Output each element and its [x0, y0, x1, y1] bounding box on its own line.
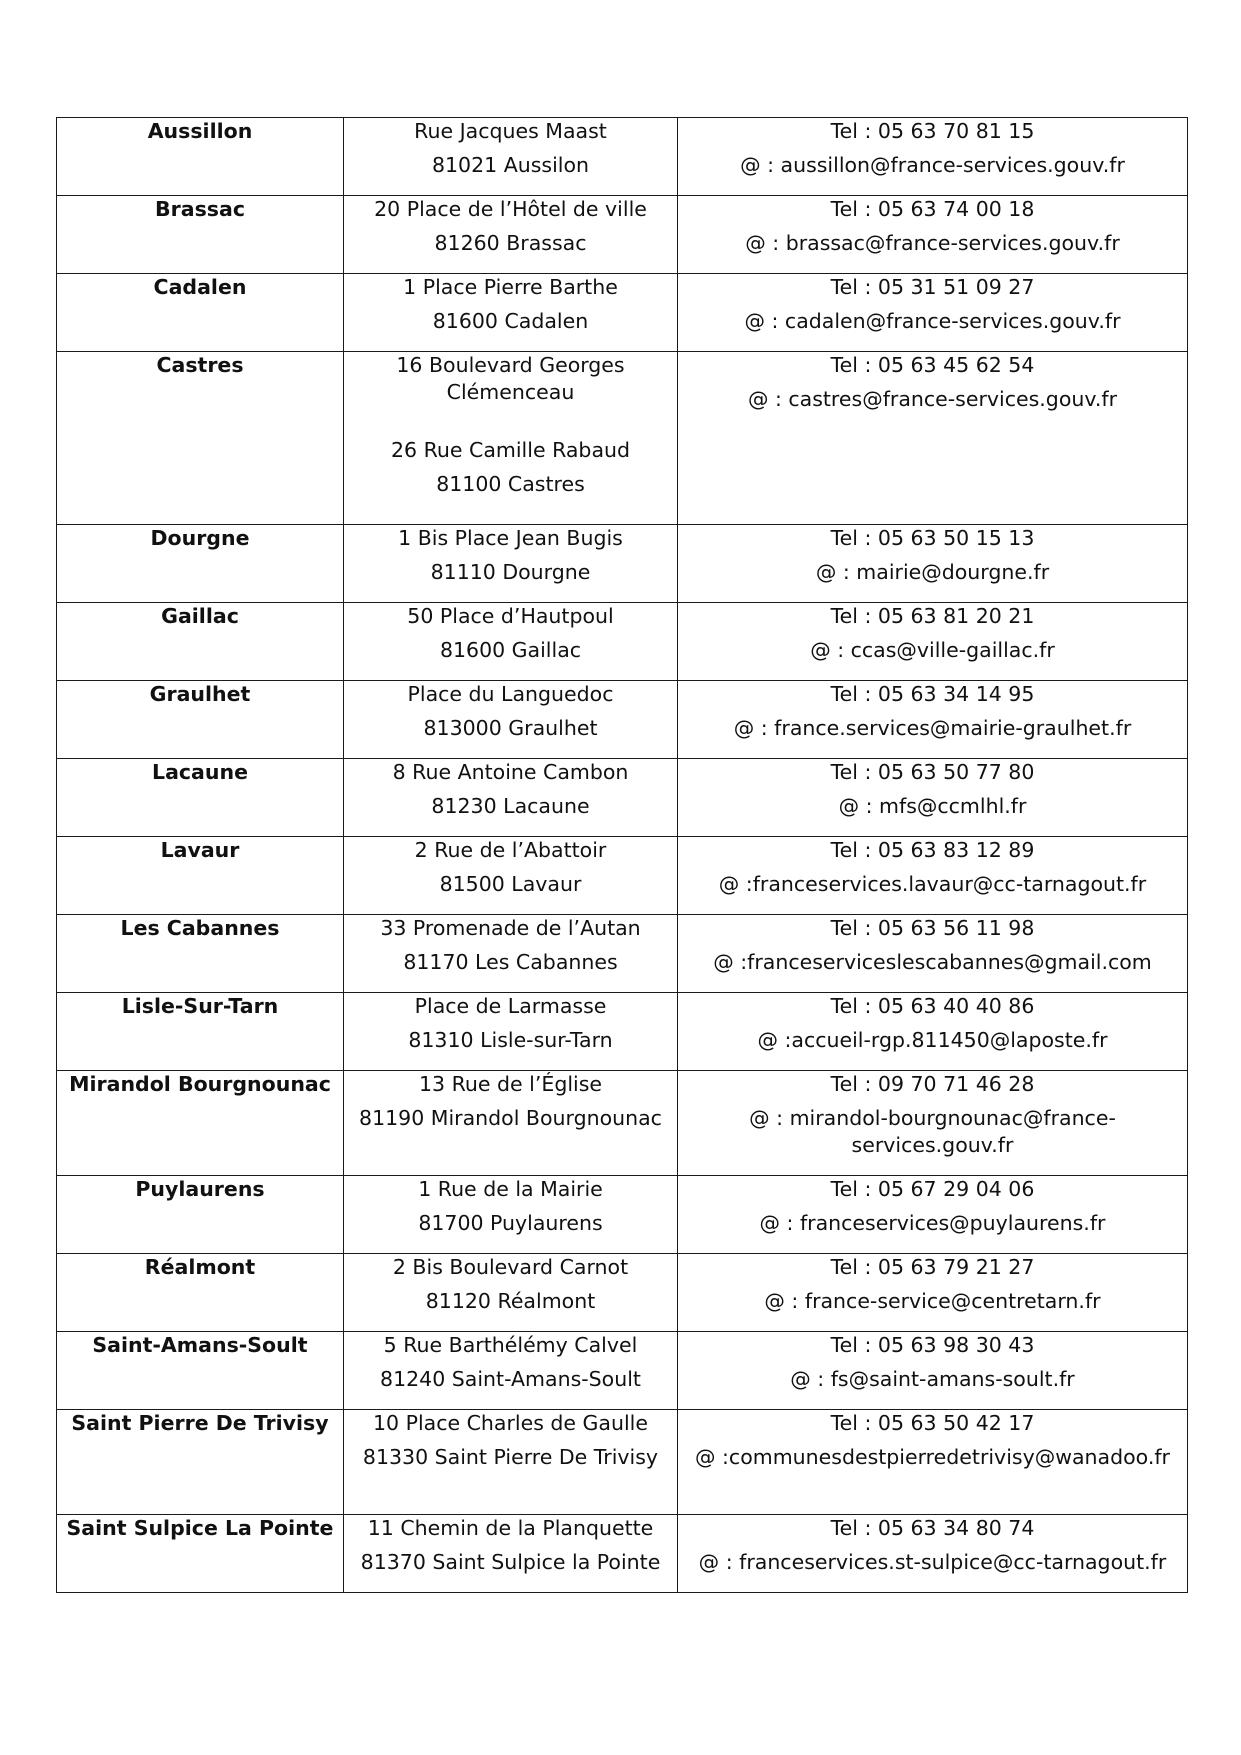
- table-row: [57, 915, 1188, 993]
- table-row: [57, 274, 1188, 352]
- email-address: @ : mairie@dourgne.fr: [815, 560, 1050, 584]
- city-name: Brassac: [57, 196, 344, 274]
- address-line: 81370 Saint Sulpice la Pointe: [360, 1550, 661, 1574]
- email-address: @ : ccas@ville-gaillac.fr: [810, 638, 1055, 662]
- contact-cell: [678, 196, 1188, 274]
- phone-number: Tel : 05 31 51 09 27: [830, 275, 1035, 299]
- city-name: Saint Pierre De Trivisy: [57, 1410, 344, 1515]
- contact-cell: [678, 837, 1188, 915]
- table-row: [57, 681, 1188, 759]
- email-address: @ : franceservices@puylaurens.fr: [759, 1211, 1106, 1235]
- address-line: 1 Place Pierre Barthe: [403, 275, 618, 299]
- email-address: @ :communesdestpierredetrivisy@wanadoo.fr: [695, 1445, 1170, 1469]
- france-services-directory-table: [56, 117, 1188, 1593]
- phone-number: Tel : 09 70 71 46 28: [830, 1072, 1035, 1096]
- address-line: 81330 Saint Pierre De Trivisy: [362, 1445, 659, 1469]
- email-address: @ :franceserviceslescabannes@gmail.com: [713, 950, 1152, 974]
- table-row: [57, 352, 1188, 525]
- address-cell: [344, 196, 678, 274]
- city-name: Saint Sulpice La Pointe: [57, 1515, 344, 1593]
- phone-number: Tel : 05 67 29 04 06: [830, 1177, 1035, 1201]
- address-line: 8 Rue Antoine Cambon: [392, 760, 629, 784]
- table-row: [57, 993, 1188, 1071]
- phone-number: Tel : 05 63 50 15 13: [830, 526, 1035, 550]
- table-row: [57, 603, 1188, 681]
- contact-cell: [678, 993, 1188, 1071]
- email-address: @ : france-service@centretarn.fr: [764, 1289, 1101, 1313]
- contact-cell: [678, 1332, 1188, 1410]
- address-line: 1 Bis Place Jean Bugis: [398, 526, 623, 550]
- city-name: Gaillac: [57, 603, 344, 681]
- table-row: [57, 1410, 1188, 1515]
- address-line: 2 Rue de l’Abattoir: [414, 838, 607, 862]
- address-line: 50 Place d’Hautpoul: [407, 604, 614, 628]
- address-cell: [344, 274, 678, 352]
- address-cell: [344, 1332, 678, 1410]
- email-address: @ : mfs@ccmlhl.fr: [838, 794, 1027, 818]
- address-line: 2 Bis Boulevard Carnot: [392, 1255, 629, 1279]
- contact-cell: [678, 1410, 1188, 1515]
- address-cell: [344, 993, 678, 1071]
- city-name: Dourgne: [57, 525, 344, 603]
- phone-number: Tel : 05 63 74 00 18: [830, 197, 1035, 221]
- city-name: Cadalen: [57, 274, 344, 352]
- email-address: @ :accueil-rgp.811450@laposte.fr: [757, 1028, 1108, 1052]
- address-cell: [344, 1254, 678, 1332]
- address-cell: [344, 681, 678, 759]
- city-name: Les Cabannes: [57, 915, 344, 993]
- address-line: 81230 Lacaune: [431, 794, 590, 818]
- address-line: 81310 Lisle-sur-Tarn: [408, 1028, 613, 1052]
- table-row: [57, 1332, 1188, 1410]
- city-name: Lacaune: [57, 759, 344, 837]
- contact-cell: [678, 1254, 1188, 1332]
- phone-number: Tel : 05 63 34 80 74: [830, 1516, 1035, 1540]
- table-row: [57, 759, 1188, 837]
- table-row: [57, 1515, 1188, 1593]
- address-line: 26 Rue Camille Rabaud: [390, 438, 631, 462]
- address-cell: [344, 1071, 678, 1176]
- address-line: Rue Jacques Maast: [414, 119, 607, 143]
- address-line: 81500 Lavaur: [439, 872, 582, 896]
- table-row: [57, 1071, 1188, 1176]
- address-cell: [344, 759, 678, 837]
- contact-cell: [678, 525, 1188, 603]
- table-row: [57, 837, 1188, 915]
- address-line: 81120 Réalmont: [425, 1289, 596, 1313]
- address-line: 81170 Les Cabannes: [403, 950, 618, 974]
- table-row: [57, 1176, 1188, 1254]
- phone-number: Tel : 05 63 70 81 15: [830, 119, 1035, 143]
- address-line: 81021 Aussilon: [431, 153, 590, 177]
- table-row: [57, 118, 1188, 196]
- address-line: 813000 Graulhet: [423, 716, 598, 740]
- address-line: 16 Boulevard Georges Clémenceau: [396, 353, 625, 404]
- contact-cell: [678, 1515, 1188, 1593]
- city-name: Castres: [57, 352, 344, 525]
- address-cell: [344, 1176, 678, 1254]
- address-cell: [344, 915, 678, 993]
- contact-cell: [678, 915, 1188, 993]
- city-name: Puylaurens: [57, 1176, 344, 1254]
- phone-number: Tel : 05 63 83 12 89: [830, 838, 1035, 862]
- phone-number: Tel : 05 63 79 21 27: [830, 1255, 1035, 1279]
- email-address: @ : brassac@france-services.gouv.fr: [745, 231, 1120, 255]
- address-line: 13 Rue de l’Église: [418, 1072, 603, 1096]
- phone-number: Tel : 05 63 56 11 98: [830, 916, 1035, 940]
- city-name: Graulhet: [57, 681, 344, 759]
- contact-cell: [678, 274, 1188, 352]
- address-cell: [344, 118, 678, 196]
- contact-cell: [678, 1176, 1188, 1254]
- phone-number: Tel : 05 63 81 20 21: [830, 604, 1035, 628]
- table-row: [57, 196, 1188, 274]
- address-line: 81110 Dourgne: [430, 560, 591, 584]
- address-line: 81240 Saint-Amans-Soult: [380, 1367, 641, 1391]
- email-address: @ : castres@france-services.gouv.fr: [747, 387, 1118, 411]
- contact-cell: [678, 603, 1188, 681]
- email-address: @ : aussillon@france-services.gouv.fr: [740, 153, 1125, 177]
- address-line: 20 Place de l’Hôtel de ville: [374, 197, 647, 221]
- email-address: @ : franceservices.st-sulpice@cc-tarnagout.fr: [698, 1550, 1167, 1574]
- contact-cell: [678, 681, 1188, 759]
- contact-cell: [678, 352, 1188, 525]
- city-name: Saint-Amans-Soult: [57, 1332, 344, 1410]
- table-row: [57, 1254, 1188, 1332]
- phone-number: Tel : 05 63 50 42 17: [830, 1411, 1035, 1435]
- address-cell: [344, 525, 678, 603]
- address-cell: [344, 352, 678, 525]
- address-cell: [344, 1410, 678, 1515]
- city-name: Réalmont: [57, 1254, 344, 1332]
- address-line: 1 Rue de la Mairie: [418, 1177, 603, 1201]
- email-address: @ : mirandol-bourgnounac@france-services.gouv.fr: [749, 1106, 1116, 1157]
- email-address: @ : cadalen@france-services.gouv.fr: [744, 309, 1121, 333]
- city-name: Lavaur: [57, 837, 344, 915]
- phone-number: Tel : 05 63 98 30 43: [830, 1333, 1035, 1357]
- email-address: @ : france.services@mairie-graulhet.fr: [733, 716, 1132, 740]
- address-line: Place du Languedoc: [407, 682, 614, 706]
- phone-number: Tel : 05 63 34 14 95: [830, 682, 1035, 706]
- contact-cell: [678, 118, 1188, 196]
- city-name: Lisle-Sur-Tarn: [57, 993, 344, 1071]
- contact-cell: [678, 759, 1188, 837]
- email-address: @ : fs@saint-amans-soult.fr: [790, 1367, 1075, 1391]
- phone-number: Tel : 05 63 45 62 54: [830, 353, 1035, 377]
- address-line: 5 Rue Barthélémy Calvel: [383, 1333, 638, 1357]
- address-line: 81600 Gaillac: [439, 638, 582, 662]
- address-line: 81600 Cadalen: [432, 309, 589, 333]
- address-line: 81190 Mirandol Bourgnounac: [359, 1106, 662, 1130]
- address-line: 81700 Puylaurens: [418, 1211, 603, 1235]
- address-cell: [344, 837, 678, 915]
- phone-number: Tel : 05 63 50 77 80: [830, 760, 1035, 784]
- phone-number: Tel : 05 63 40 40 86: [830, 994, 1035, 1018]
- address-line: Place de Larmasse: [414, 994, 607, 1018]
- contact-cell: [678, 1071, 1188, 1176]
- address-line: 11 Chemin de la Planquette: [367, 1516, 654, 1540]
- table-row: [57, 525, 1188, 603]
- address-line: 81100 Castres: [436, 472, 585, 496]
- address-line: 33 Promenade de l’Autan: [380, 916, 641, 940]
- city-name: Mirandol Bourgnounac: [57, 1071, 344, 1176]
- address-cell: [344, 1515, 678, 1593]
- address-cell: [344, 603, 678, 681]
- address-line: 81260 Brassac: [434, 231, 587, 255]
- city-name: Aussillon: [57, 118, 344, 196]
- email-address: @ :franceservices.lavaur@cc-tarnagout.fr: [718, 872, 1147, 896]
- address-line: 10 Place Charles de Gaulle: [372, 1411, 648, 1435]
